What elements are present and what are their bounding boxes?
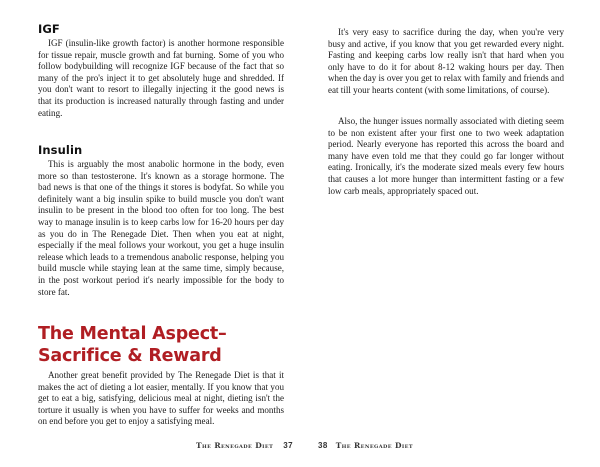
right-page-number: 38: [318, 441, 328, 450]
mental-aspect-heading-line2: Sacrifice & Reward: [38, 346, 222, 366]
insulin-paragraph: This is arguably the most anabolic hormone in the body, even more so than testosterone. It's known as a storage hormone. The bad news is that one of the things it stores is bodyfat. So while you definitely want a big insulin spike to build muscle you don't want insulin to be present in the blood too often for too long. The best way to manage insulin is to keep carbs low for 16-20 hours per day as you do in The Renegade Diet. Then when you eat at night, especially if the meal follows your workout, you get a huge insulin release which leads to a tremendous anabolic response, helping you build muscle while staying lean at the same time, simply because, in the post workout period it's nearly impossible for the body to store fat.: [38, 159, 284, 297]
left-page-number: 37: [283, 441, 293, 450]
mental-aspect-heading-line1: The Mental Aspect–: [38, 324, 227, 344]
right-page-footer: [318, 441, 413, 450]
igf-heading: IGF: [38, 22, 60, 36]
insulin-heading: Insulin: [38, 143, 83, 157]
mental-aspect-heading: [38, 323, 227, 367]
igf-paragraph: IGF (insulin-like growth factor) is another hormone responsible for tissue repair, muscle growth and fat burning. Some of you who follow bodybuilding will recognize IGF because of the fact that so many of the pro's inject it to get absolutely huge and shredded. If you don't want to resort to illegally injecting it the good news is that its production is increased naturally through fasting and under eating.: [38, 38, 284, 118]
right-footer-title: The Renegade Diet: [335, 441, 413, 450]
right-paragraph-1: It's very easy to sacrifice during the day, when you're very busy and active, if you know that you get rewarded every night. Fasting and keeping carbs low really isn't that hard when you only have to do it for about 8-12 waking hours per day. Then when the day is over you get to relax with family and friends and eat till your hearts content (with some limitations, of course).: [328, 27, 564, 95]
right-paragraph-2: Also, the hunger issues normally associated with dieting seem to be non existent after your first one to two week adaptation period. Nearly everyone has reported this across the board and many have even told me that they could go far longer without eating. Ironically, it's the moderate sized meals every few hours that causes a lot more hunger than intermittent fasting or a few low carb meals, appropriately spaced out.: [328, 116, 564, 196]
mental-aspect-paragraph: Another great benefit provided by The Renegade Diet is that it makes the act of dieting a lot easier, mentally. If you know that you get to eat a big, satisfying, delicious meal at night, dieting isn't the torture it usually is when you have to suffer for weeks and months on end before you get to enjoy a satisfying meal.: [38, 370, 284, 427]
left-footer-title: The Renegade Diet: [196, 441, 274, 450]
left-page-footer: [196, 441, 293, 450]
